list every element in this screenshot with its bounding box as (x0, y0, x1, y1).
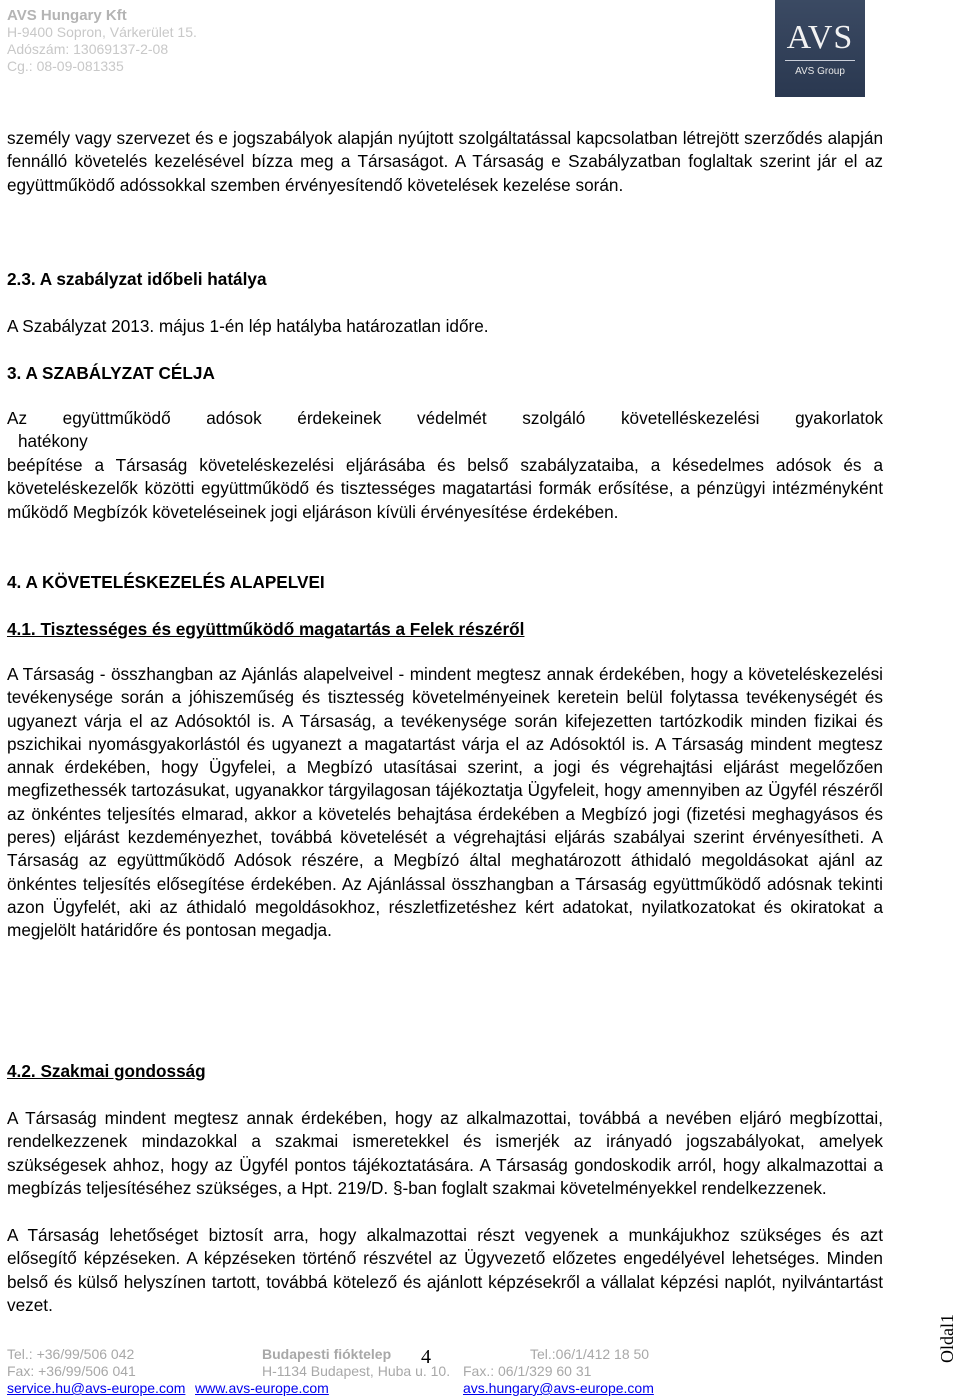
section-4-1-paragraph: A Társaság - összhangban az Ajánlás alapelveivel - mindent megtesz annak érdekében, hogy a követeléskezelési tevékenysége során a jóhiszeműség és tisztesség követelményeinek keretein belül folytassa tevékenységét és ugyanezt várja el az Adósoktól is. A Társaság, a tevékenysége során kifejezetten tartózkodik minden fizikai és pszichikai nyomásgyakorlástól és ugyanezt a magatartást várja el az Adósoktól is. A Társaság mindent megtesz annak érdekében, hogy Ügyfelei, a Megbízó utasításai szerint, a jogi és végrehajtási eljárást megelőzően megfizethessék tartozásukat, ugyanakkor tárgyilagosan tájékoztatja Ügyfeleit, hogy amennyiben az Ügyfél részéről az önkéntes teljesítés elmarad, akkor a követelés behajtása érdekében a Megbízó jogi (fizetési meghagyásos és peres) eljárást kezdeményezhet, továbbá követelését a végrehajtási eljárás szabályai szerint érvényesítheti. A Társaság az együttműködő Adósok részére, a Megbízó által meghatározott áthidaló megoldásokat ajánl az önkéntes teljesítés elősegítése érdekében. Az Ajánlással összhangban a Társaság együttműködő adósnak tekinti azon Ügyfelét, aki az áthidaló megoldásokhoz, részletfizetéshez kért adatokat, nyilatkozatokat és okiratokat a megjelölt határidőre és pontosan megadja. (7, 664, 883, 941)
company-registry: Cg.: 08-09-081335 (7, 58, 124, 74)
page-side-label: Oldal1 (937, 1314, 957, 1364)
section-3-line-1: Az együttműködő adósok érdekeinek védelmét szolgáló követelléskezelési gyakorlatok (7, 408, 883, 428)
logo-text: AVS (786, 18, 854, 56)
section-3-line-2: hatékony (18, 431, 88, 451)
footer-email-link[interactable]: service.hu@avs-europe.com (7, 1380, 186, 1396)
company-name: AVS Hungary Kft (7, 7, 127, 24)
logo-divider (785, 60, 855, 61)
intro-paragraph: személy vagy szervezet és e jogszabályok alapján nyújtott szolgáltatással kapcsolatban létrejött szerződés alapján fennálló követelés kezelésével bízza meg a Társaságot. A Társaság e Szabályzatban foglaltak szerint jár el az együttműködő adóssokkal szemben érvényesítendő követelések kezelése során. (7, 128, 883, 195)
section-3-heading: 3. A SZABÁLYZAT CÉLJA (7, 363, 215, 383)
section-2-3-text: A Szabályzat 2013. május 1-én lép hatályba határozatlan időre. (7, 316, 489, 336)
footer-branch-tel: Tel.:06/1/412 18 50 (530, 1346, 650, 1362)
section-4-heading: 4. A KÖVETELÉSKEZELÉS ALAPELVEI (7, 572, 325, 592)
footer-branch-address: H-1134 Budapest, Huba u. 10. (262, 1363, 451, 1379)
footer-branch-email-link[interactable]: avs.hungary@avs-europe.com (463, 1380, 654, 1396)
section-4-2-heading: 4.2. Szakmai gondosság (7, 1061, 206, 1081)
avs-logo (775, 0, 865, 97)
page-number: 4 (421, 1346, 431, 1368)
footer-web-link[interactable]: www.avs-europe.com (195, 1380, 329, 1396)
logo-subtext: AVS Group (795, 65, 845, 77)
section-3-paragraph: beépítése a Társaság követeléskezelési eljárásába és belső szabályzataiba, a késedelmes adósok és a követeléskezelők közötti együttműködő és tisztességes magatartási formák erősítése, a pénzügyi intézményként működő Megbízók követeléseinek jogi eljáráson kívüli érvényesítése érdekében. (7, 455, 883, 522)
tax-id: Adószám: 13069137-2-08 (7, 41, 169, 57)
footer-branch-fax: Fax.: 06/1/329 60 31 (463, 1363, 592, 1379)
footer-fax: Fax: +36/99/506 041 (7, 1363, 136, 1379)
section-4-2-paragraph-2: A Társaság lehetőséget biztosít arra, hogy alkalmazottai részt vegyenek a munkájukhoz szükséges és azt elősegítő képzéseken. A képzéseken történő részvétel az Ügyvezető előzetes engedélyével lehetséges. Minden belső és külső helyszínen tartott, továbbá kötelező és ajánlott képzésekről a vállalat képzési naplót, nyilvántartást vezet. (7, 1225, 883, 1315)
section-4-2-paragraph-1: A Társaság mindent megtesz annak érdekében, hogy az alkalmazottai, továbbá a nevében eljáró megbízottai, rendelkezzenek mindazokkal a szakmai ismeretekkel és ismerjék az irányadó jogszabályokat, amelyek szükségesek ahhoz, hogy az Ügyfél pontos tájékoztatására. A Társaság gondoskodik arról, hogy alkalmazottai a megbízás teljesítéséhez szükséges, a Hpt. 219/D. §-ban foglalt szakmai követelményekkel rendelkezzenek. (7, 1108, 883, 1198)
footer-branch-title: Budapesti fióktelep (262, 1346, 392, 1362)
company-address: H-9400 Sopron, Várkerület 15. (7, 24, 197, 40)
section-4-1-heading: 4.1. Tisztességes és együttműködő magatartás a Felek részéről (7, 619, 525, 639)
section-2-3-heading: 2.3. A szabályzat időbeli hatálya (7, 269, 267, 289)
footer-tel: Tel.: +36/99/506 042 (7, 1346, 135, 1362)
